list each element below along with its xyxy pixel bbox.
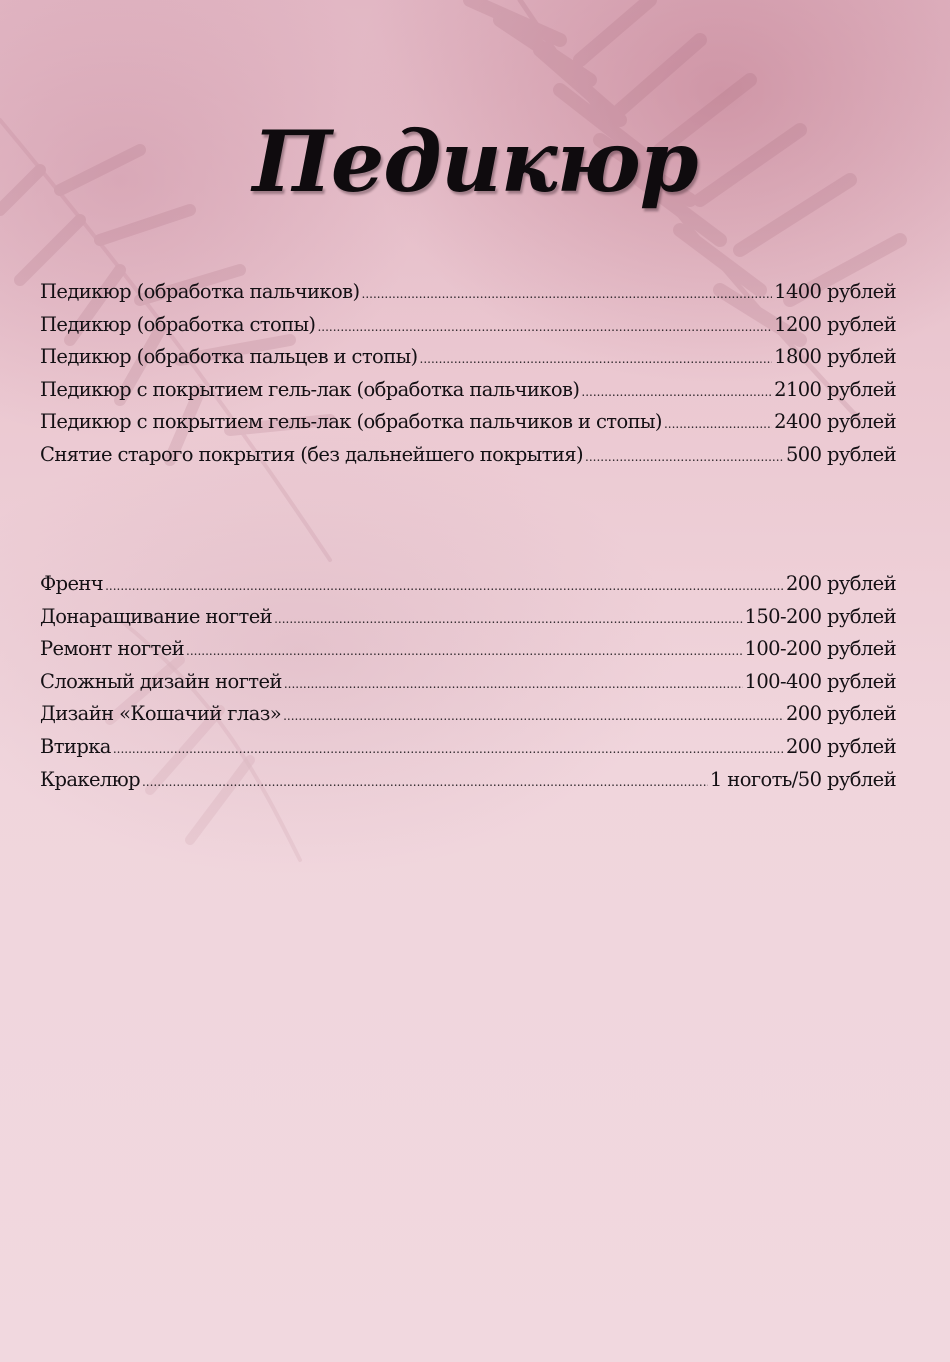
dot-leader [113,733,784,766]
list-item [40,633,896,666]
list-item [40,439,896,472]
dot-leader [283,700,784,733]
service-price: 1800 рублей [774,345,896,369]
service-price: 2100 рублей [774,377,896,401]
service-name: Педикюр (обработка пальчиков) [40,280,360,303]
service-price: 200 рублей [785,734,896,758]
list-item [40,764,896,797]
dot-leader [420,343,773,376]
dot-leader [317,311,772,344]
list-item [40,406,896,439]
service-price: 1 ноготь/50 рублей [709,767,896,791]
service-name: Кракелюр [40,767,140,791]
dot-leader [142,766,708,799]
list-item [40,731,896,764]
dot-leader [274,603,742,636]
service-price: 200 рублей [785,572,896,595]
service-name: Снятие старого покрытия (без дальнейшего покрытия) [40,442,584,466]
service-price: 100-200 рублей [744,637,896,661]
dot-leader [362,278,773,311]
service-name: Педикюр (обработка пальцев и стопы) [40,345,418,369]
service-name: Ремонт ногтей [40,637,185,661]
service-price: 150-200 рублей [744,604,896,628]
dot-leader [664,408,772,441]
list-item [40,276,896,309]
dot-leader [105,570,784,603]
service-name: Донаращивание ногтей [40,604,273,628]
service-price: 200 рублей [785,702,896,726]
page-title: Педикюр [252,112,698,211]
dot-leader [581,376,772,409]
list-item [40,309,896,342]
service-name: Втирка [40,734,111,758]
service-price: 2400 рублей [774,410,896,434]
list-item [40,568,896,601]
list-item [40,698,896,731]
dot-leader [585,441,784,474]
list-item [40,601,896,634]
service-price: 1400 рублей [774,280,896,303]
list-item [40,341,896,374]
dot-leader [186,635,743,668]
extra-services-price-list [40,568,896,796]
list-item [40,666,896,699]
service-name: Педикюр с покрытием гель-лак (обработка пальчиков) [40,377,580,401]
service-name: Френч [40,572,104,595]
service-price: 1200 рублей [774,312,896,336]
service-name: Педикюр с покрытием гель-лак (обработка пальчиков и стопы) [40,410,662,434]
pedicure-price-list [40,276,896,472]
service-price: 500 рублей [785,442,896,466]
service-price: 100-400 рублей [744,669,896,693]
service-name: Сложный дизайн ногтей [40,669,282,693]
service-name: Дизайн «Кошачий глаз» [40,702,282,726]
list-item [40,374,896,407]
dot-leader [284,668,743,701]
service-name: Педикюр (обработка стопы) [40,312,316,336]
